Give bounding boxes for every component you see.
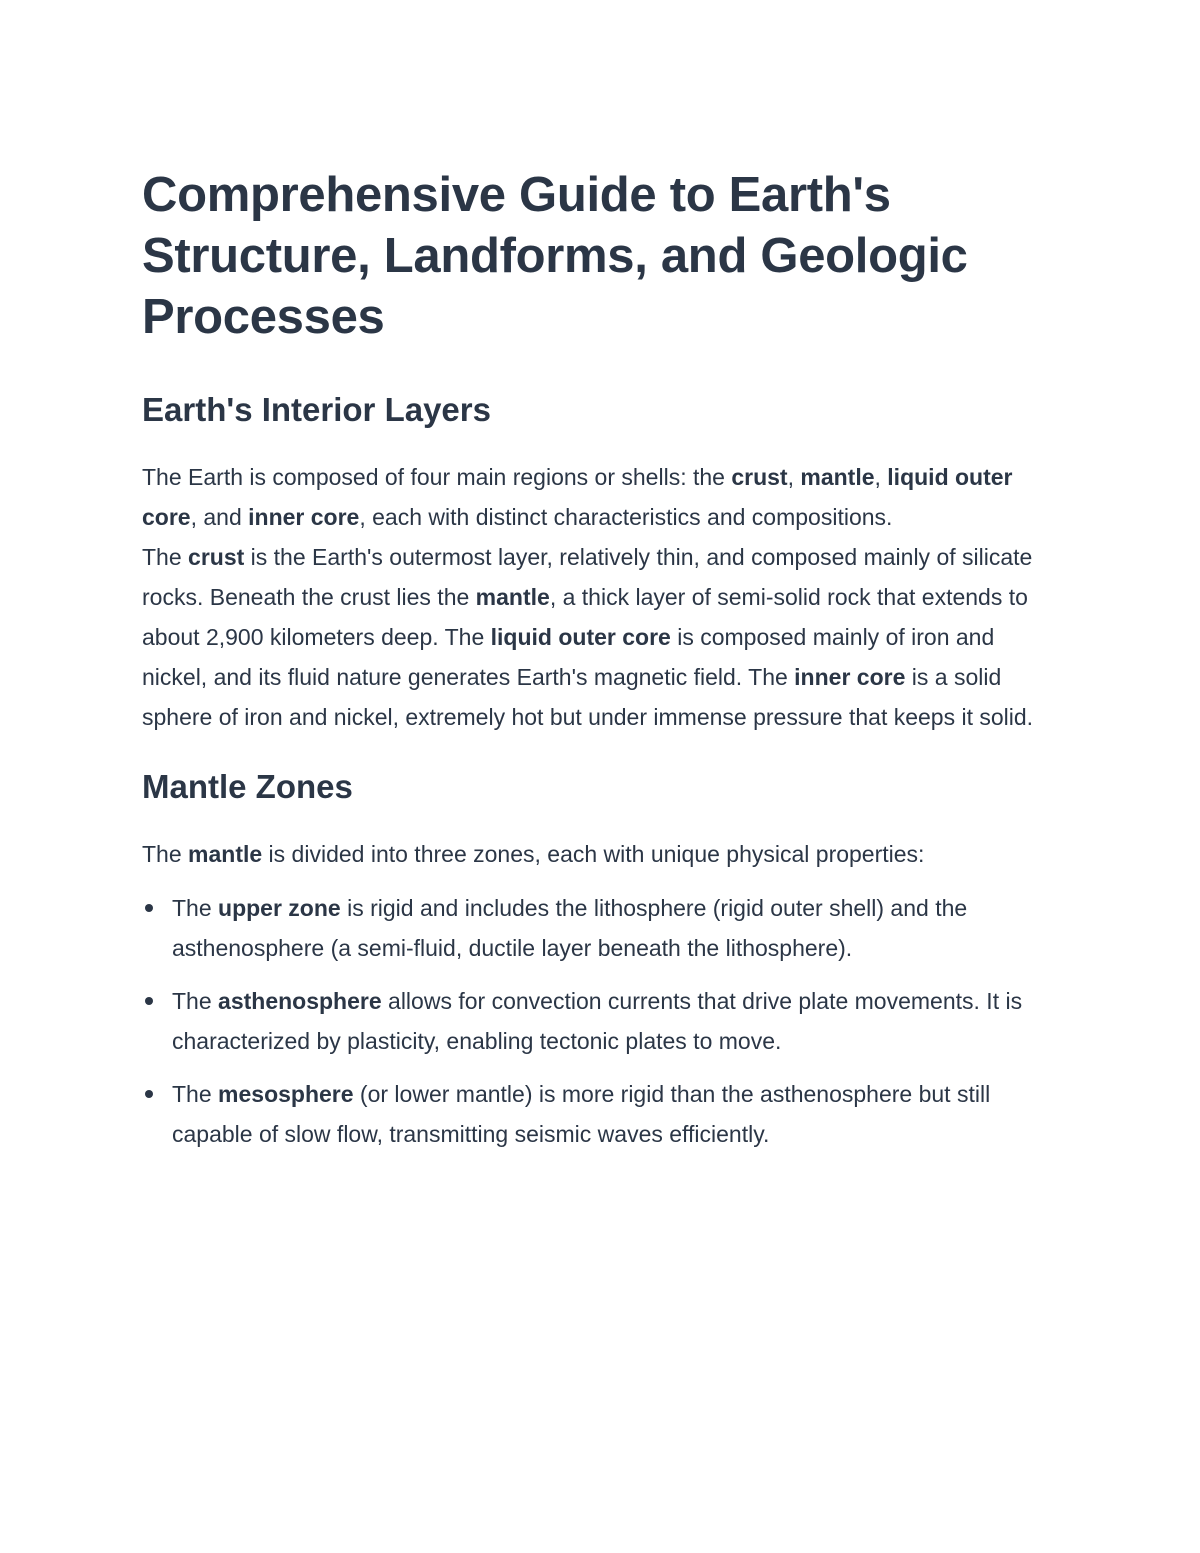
mantle-zone-list bbox=[142, 888, 1060, 1154]
page-title: Comprehensive Guide to Earth's Structure, Landforms, and Geologic Processes bbox=[142, 168, 968, 344]
text-run: The bbox=[142, 544, 189, 570]
paragraph-layer-details bbox=[142, 537, 1060, 737]
bullet-icon bbox=[145, 904, 153, 912]
text-run: The Earth is composed of four main regions or shells: the bbox=[142, 464, 732, 490]
list-item bbox=[142, 1074, 1060, 1154]
text-run: The bbox=[172, 895, 219, 921]
bold-term: mesosphere bbox=[218, 1081, 354, 1107]
text-run: is a solid sphere of iron and nickel, extremely hot but under immense pressure that keeps it solid. bbox=[142, 664, 1034, 730]
text-run: , and bbox=[190, 504, 249, 530]
list-item bbox=[142, 888, 1060, 968]
bold-term: crust bbox=[731, 464, 788, 490]
text-run: is composed mainly of iron and nickel, and its fluid nature generates Earth's magnetic field. The bbox=[142, 624, 995, 690]
text-run: is rigid and includes the lithosphere (rigid outer shell) and the asthenosphere (a semi-fluid, ductile layer beneath the lithosphere). bbox=[172, 895, 968, 961]
text-run: The bbox=[142, 841, 189, 867]
bold-term: upper zone bbox=[218, 895, 341, 921]
text-run: The bbox=[172, 988, 219, 1014]
paragraph-four-regions bbox=[142, 457, 1060, 537]
bold-term: liquid outer core bbox=[490, 624, 671, 650]
text-run: is divided into three zones, each with unique physical properties: bbox=[262, 841, 925, 867]
bold-term: crust bbox=[188, 544, 245, 570]
text-run: The bbox=[172, 1081, 219, 1107]
text-run: is the Earth's outermost layer, relatively thin, and composed mainly of silicate rocks. Beneath the crust lies the bbox=[142, 544, 1033, 610]
bold-term: mantle bbox=[475, 584, 550, 610]
text-run: , each with distinct characteristics and compositions. bbox=[359, 504, 893, 530]
bold-term: mantle bbox=[188, 841, 263, 867]
bullet-icon bbox=[145, 1090, 153, 1098]
bold-term: inner core bbox=[248, 504, 360, 530]
bold-term: inner core bbox=[794, 664, 906, 690]
text-run: , bbox=[874, 464, 888, 490]
text-run: (or lower mantle) is more rigid than the asthenosphere but still capable of slow flow, transmitting seismic waves efficiently. bbox=[172, 1081, 991, 1147]
section-heading-interior-layers: Earth's Interior Layers bbox=[142, 391, 491, 428]
paragraph-mantle-intro bbox=[142, 834, 1060, 874]
section-heading-mantle-zones: Mantle Zones bbox=[142, 768, 353, 805]
text-run: , bbox=[787, 464, 801, 490]
bold-term: asthenosphere bbox=[218, 988, 382, 1014]
list-item bbox=[142, 981, 1060, 1061]
bold-term: mantle bbox=[800, 464, 875, 490]
bullet-icon bbox=[145, 997, 153, 1005]
bold-term: liquid outer core bbox=[142, 464, 1013, 530]
text-run: , a thick layer of semi-solid rock that extends to about 2,900 kilometers deep. The bbox=[142, 584, 1028, 650]
text-run: allows for convection currents that drive plate movements. It is characterized by plasticity, enabling tectonic plates to move. bbox=[172, 988, 1023, 1054]
